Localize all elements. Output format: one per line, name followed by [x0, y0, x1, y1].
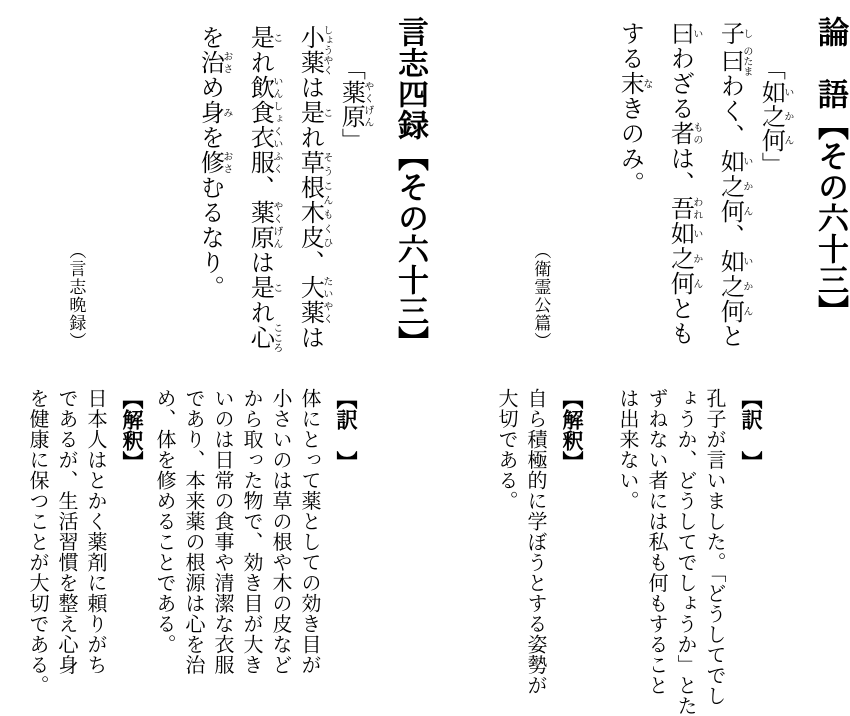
rongo-translation-block [616, 388, 765, 716]
genshi-interpretation-line: 日本人はとかく薬剤に頼りがち [84, 388, 106, 675]
genshi-title: 言志四録【その六十三】 [393, 16, 428, 357]
genshi-interpretation-header: 【解釈】 [120, 388, 143, 472]
rongo-quote-line-1: 子し曰のたまわく、如之何いかん、如之何いかんと [716, 21, 752, 349]
genshi-translation-line: であり、本来薬の根源は心を治 [182, 388, 204, 675]
genshi-commentary-section [19, 388, 360, 711]
rongo-interpretation-block [495, 388, 586, 711]
genshi-quote-line-3: を治おさめ身みを修おさむるなり。 [196, 25, 232, 300]
rongo-translation-line: 孔子が言いました。「どうしてでし [703, 388, 725, 706]
genshi-translation-header: 【訳 】 [334, 388, 357, 472]
rongo-interpretation-line: 自ら積極的に学ぼうとする姿勢が [524, 388, 546, 696]
rongo-quote-line-3: する末なきのみ。 [616, 21, 652, 196]
genshi-source: （言志晩録） [66, 242, 86, 350]
rongo-interpretation-header: 【解釈】 [560, 388, 583, 472]
rongo-quote-section [528, 16, 848, 364]
rongo-subtitle: 「如之何いかん」 [757, 56, 793, 176]
rongo-translation-line: は出来ない。 [616, 388, 638, 511]
rongo-translation-header: 【訳 】 [739, 388, 762, 472]
genshi-translation-line: 体にとって薬としての効き目が [298, 388, 320, 675]
rongo-translation-line: ずねない者には私も何もすること [645, 388, 667, 696]
genshi-interpretation-line: であるが、生活習慣を整え心身 [55, 388, 77, 675]
genshi-quote-section [63, 16, 428, 364]
rongo-translation-line: ょうか、どうしてでしょうか」とた [674, 388, 696, 716]
genshi-translation-block [153, 388, 360, 711]
genshi-translation-line: いのは日常の食事や清潔な衣服 [211, 388, 233, 675]
genshi-subtitle: 「薬原やくげん」 [337, 56, 373, 152]
rongo-title: 論 語【その六十三】 [813, 16, 848, 326]
genshi-quote-line-1: 小薬しょうやくは是これ草根木皮そうこんもくひ、大薬たいやくは [296, 25, 332, 350]
rongo-source: （衛霊公篇） [531, 242, 551, 350]
rongo-interpretation-line: 大切である。 [495, 388, 517, 511]
genshi-quote-line-2: 是これ飲食衣服いんしょくいふく、薬原やくげんは是これ心こころ [246, 25, 282, 353]
genshi-translation-line: め、体を修めることである。 [153, 388, 175, 655]
genshi-interpretation-line: を健康に保つことが大切である。 [26, 388, 48, 696]
genshi-interpretation-block [26, 388, 146, 711]
rongo-quote-line-2: 曰いわざる者ものは、吾われ如之何いかんとも [666, 21, 702, 346]
genshi-translation-line: から取った物で、効き目が大き [240, 388, 262, 675]
genshi-translation-line: 小さいのは草の根や木の皮など [269, 388, 291, 675]
rongo-commentary-section [488, 388, 765, 716]
